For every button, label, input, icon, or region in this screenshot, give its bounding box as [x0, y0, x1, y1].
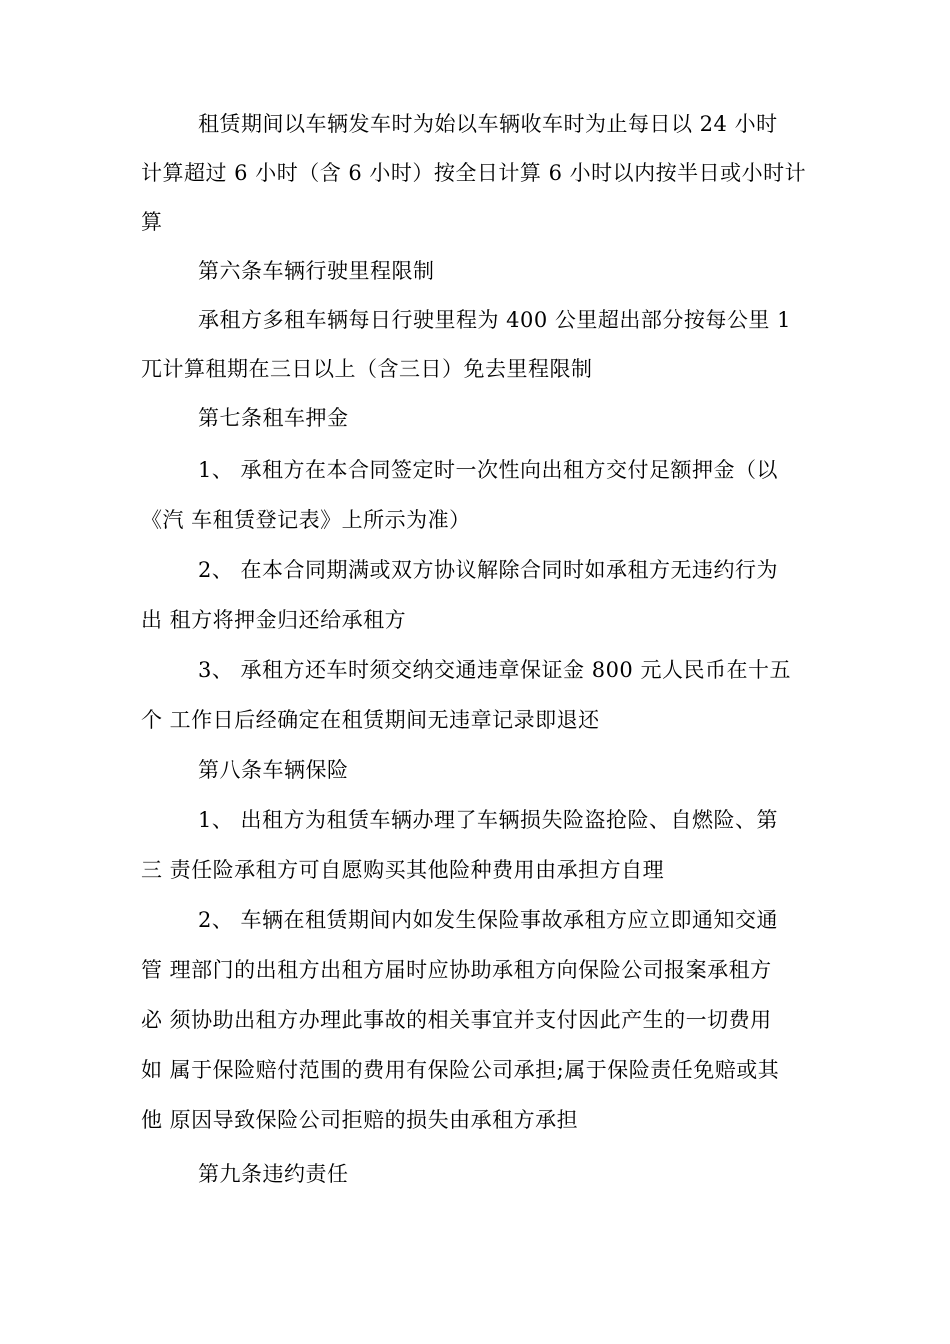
insurance-item-2-line-5: 他 原因导致保险公司拒赔的损失由承租方承担 — [141, 1108, 579, 1132]
paragraph-rental-period-line-2: 计算超过 6 小时（含 6 小时）按全日计算 6 小时以内按半日或小时计 — [141, 161, 807, 185]
insurance-item-2-line-1: 2、 车辆在租赁期间内如发生保险事故承租方应立即通知交通 — [198, 908, 779, 932]
article-9-heading: 第九条违约责任 — [198, 1162, 349, 1186]
insurance-item-2-line-2: 管 理部门的出租方出租方届时应协助承租方向保险公司报案承租方 — [141, 958, 772, 982]
insurance-item-2-line-3: 必 须协助出租方办理此事故的相关事宜并支付因此产生的一切费用 — [141, 1008, 772, 1032]
paragraph-rental-period-line-3: 算 — [141, 210, 163, 234]
article-7-heading: 第七条租车押金 — [198, 406, 349, 430]
deposit-item-2-line-1: 2、 在本合同期满或双方协议解除合同时如承租方无违约行为 — [198, 558, 779, 582]
paragraph-mileage-line-1: 承租方多租车辆每日行驶里程为 400 公里超出部分按每公里 1 — [198, 308, 791, 332]
article-6-heading: 第六条车辆行驶里程限制 — [198, 259, 435, 283]
article-8-heading: 第八条车辆保险 — [198, 758, 349, 782]
insurance-item-1-line-2: 三 责任险承租方可自愿购买其他险种费用由承担方自理 — [141, 858, 665, 882]
deposit-item-2-line-2: 出 租方将押金归还给承租方 — [141, 608, 407, 632]
deposit-item-3-line-1: 3、 承租方还车时须交纳交通违章保证金 800 元人民币在十五 — [198, 658, 791, 682]
insurance-item-1-line-1: 1、 出租方为租赁车辆办理了车辆损失险盗抢险、自燃险、第 — [198, 808, 779, 832]
insurance-item-2-line-4: 如 属于保险赔付范围的费用有保险公司承担;属于保险责任免赔或其 — [141, 1058, 780, 1082]
paragraph-mileage-line-2: 兀计算租期在三日以上（含三日）免去里程限制 — [141, 357, 593, 381]
paragraph-rental-period-line-1: 租赁期间以车辆发车时为始以车辆收车时为止每日以 24 小时 — [198, 112, 778, 136]
deposit-item-3-line-2: 个 工作日后经确定在租赁期间无违章记录即退还 — [141, 708, 600, 732]
deposit-item-1-line-1: 1、 承租方在本合同签定时一次性向出租方交付足额押金（以 — [198, 458, 779, 482]
deposit-item-1-line-2: 《汽 车租赁登记表》上所示为准） — [141, 508, 471, 532]
